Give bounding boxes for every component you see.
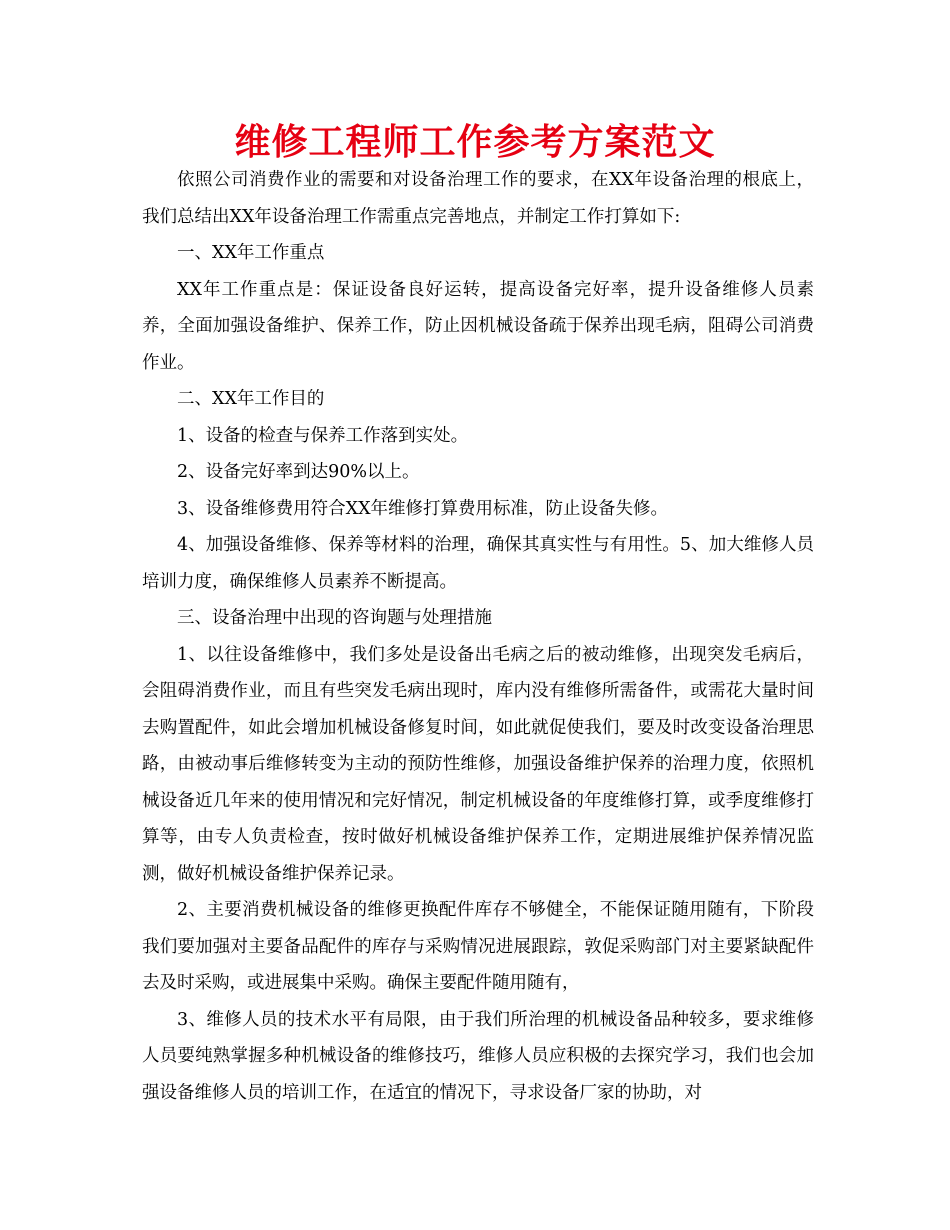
document-body [142, 162, 814, 1111]
problem-item-3: 3、维修人员的技术水平有局限，由于我们所治理的机械设备品种较多，要求维修人员要纯熟掌握多种机械设备的维修技巧，维修人员应积极的去探究学习，我们也会加强设备维修人员的培训工作，在适宜的情况下，寻求设备厂家的协助，对 [142, 1009, 814, 1103]
goal-item-4-5: 4、加强设备维修、保养等材料的治理，确保其真实性与有用性。5、加大维修人员培训力度，确保维修人员素养不断提高。 [142, 535, 814, 592]
section-heading-2: 二、XX年工作目的 [177, 389, 325, 409]
section-1-paragraph: XX年工作重点是：保证设备良好运转，提高设备完好率，提升设备维修人员素养，全面加强设备维护、保养工作，防止因机械设备疏于保养出现毛病，阻碍公司消费作业。 [142, 279, 814, 373]
goal-item-2: 2、设备完好率到达90%以上。 [177, 462, 420, 482]
section-heading-3: 三、设备治理中出现的咨询题与处理措施 [177, 608, 492, 628]
problem-item-1: 1、以往设备维修中，我们多处是设备出毛病之后的被动维修，出现突发毛病后，会阻碍消费作业，而且有些突发毛病出现时，库内没有维修所需备件，或需花大量时间去购置配件，如此会增加机械设备修复时间，如此就促使我们，要及时改变设备治理思路，由被动事后维修转变为主动的预防性维修，加强设备维护保养的治理力度，依照机械设备近几年来的使用情况和完好情况，制定机械设备的年度维修打算，或季度维修打算等，由专人负责检查，按时做好机械设备维护保养工作，定期进展维护保养情况监测，做好机械设备维护保养记录。 [142, 644, 814, 884]
goal-item-1: 1、设备的检查与保养工作落到实处。 [177, 425, 469, 446]
problem-item-2: 2、主要消费机械设备的维修更换配件库存不够健全，不能保证随用随有，下阶段我们要加强对主要备品配件的库存与采购情况进展跟踪，敦促采购部门对主要紧缺配件去及时采购，或进展集中采购。确保主要配件随用随有， [142, 900, 814, 993]
document-title: 维修工程师工作参考方案范文 [234, 122, 716, 163]
section-heading-1: 一、XX年工作重点 [177, 243, 325, 263]
goal-item-3: 3、设备维修费用符合XX年维修打算费用标准，防止设备失修。 [177, 498, 669, 519]
intro-paragraph: 依照公司消费作业的需要和对设备治理工作的要求，在XX年设备治理的根底上，我们总结出XX年设备治理工作需重点完善地点，并制定工作打算如下: [142, 170, 814, 227]
